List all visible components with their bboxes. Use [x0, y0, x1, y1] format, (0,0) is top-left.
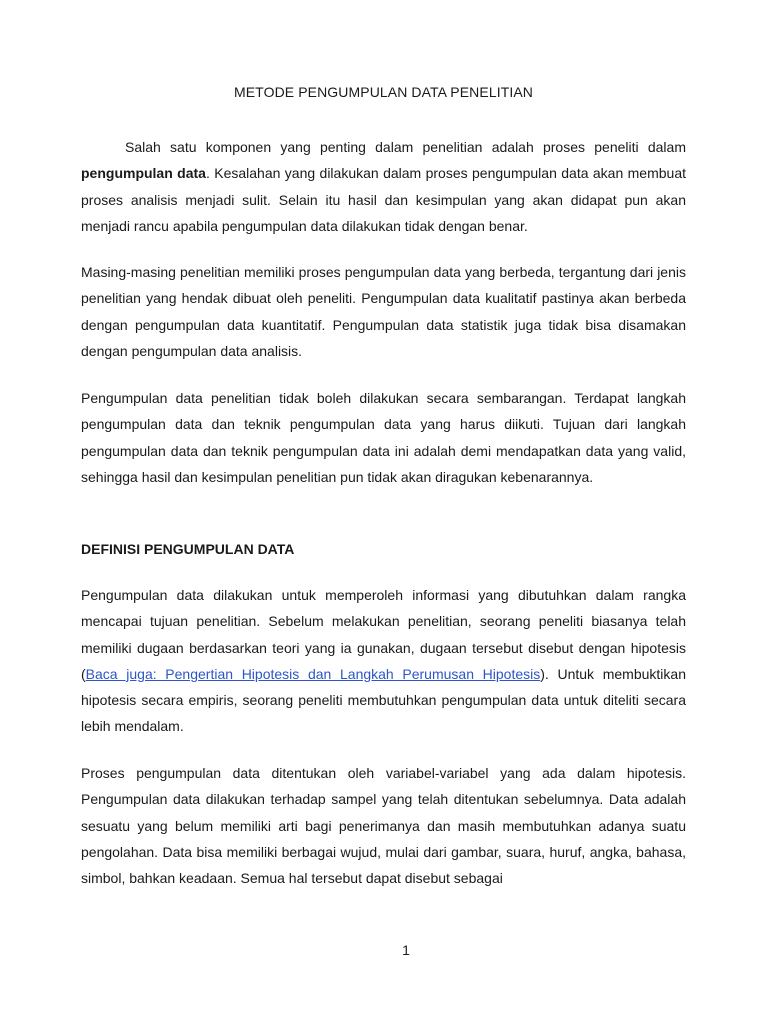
section-heading-definisi: DEFINISI PENGUMPULAN DATA	[81, 541, 295, 557]
intro-lead-text: Salah satu komponen yang penting dalam penelitian adalah proses peneliti dalam	[125, 139, 686, 155]
paragraph-2: Masing-masing penelitian memiliki proses pengumpulan data yang berbeda, tergantung dari jenis penelitian yang hendak dibuat oleh peneliti. Pengumpulan data kualitatif pastinya akan berbeda dengan pengumpulan data kuantitatif. Pengumpulan data statistik juga tidak bisa disamakan dengan pengumpulan data analisis.	[81, 264, 686, 359]
definition-paragraph	[81, 582, 686, 740]
document-page	[81, 0, 686, 1024]
paragraph-5: Proses pengumpulan data ditentukan oleh variabel-variabel yang ada dalam hipotesis. Pengumpulan data dilakukan terhadap sampel yang telah ditentukan sebelumnya. Data adalah sesuatu yang belum memiliki arti bagi penerimanya dan masih membutuhkan adanya suatu pengolahan. Data bisa memiliki berbagai wujud, mulai dari gambar, suara, huruf, angka, bahasa, simbol, bahkan keadaan. Semua hal tersebut dapat disebut sebagai	[81, 765, 686, 887]
definition-text-after-link: ). Untuk membuktikan hipotesis secara empiris, seorang peneliti membutuhkan pengumpulan data untuk diteliti secara lebih mendalam.	[81, 665, 686, 735]
document-title: METODE PENGUMPULAN DATA PENELITIAN	[233, 84, 533, 100]
intro-bold-term: pengumpulan data	[81, 165, 206, 182]
intro-rest-text: . Kesalahan yang dilakukan dalam proses pengumpulan data akan membuat proses analisis menjadi sulit. Selain itu hasil dan kesimpulan yang akan didapat pun akan menjadi rancu apabila pengumpulan data dilakukan tidak dengan benar.	[81, 165, 686, 234]
definition-text-before-link: Pengumpulan data dilakukan untuk memperoleh informasi yang dibutuhkan dalam rangka mencapai tujuan penelitian. Sebelum melakukan penelitian, seorang peneliti biasanya telah memiliki dugaan berdasarkan teori yang ia gunakan, dugaan tersebut disebut dengan hipotesis (	[81, 587, 686, 682]
hipotesis-article-link[interactable]: Baca juga: Pengertian Hipotesis dan Langkah Perumusan Hipotesis	[85, 665, 541, 682]
page-number: 1	[402, 942, 410, 958]
intro-paragraph	[81, 134, 686, 239]
paragraph-3: Pengumpulan data penelitian tidak boleh dilakukan secara sembarangan. Terdapat langkah pengumpulan data dan teknik pengumpulan data yang harus diikuti. Tujuan dari langkah pengumpulan data dan teknik pengumpulan data ini adalah demi mendapatkan data yang valid, sehingga hasil dan kesimpulan penelitian pun tidak akan diragukan kebenarannya.	[81, 390, 686, 485]
